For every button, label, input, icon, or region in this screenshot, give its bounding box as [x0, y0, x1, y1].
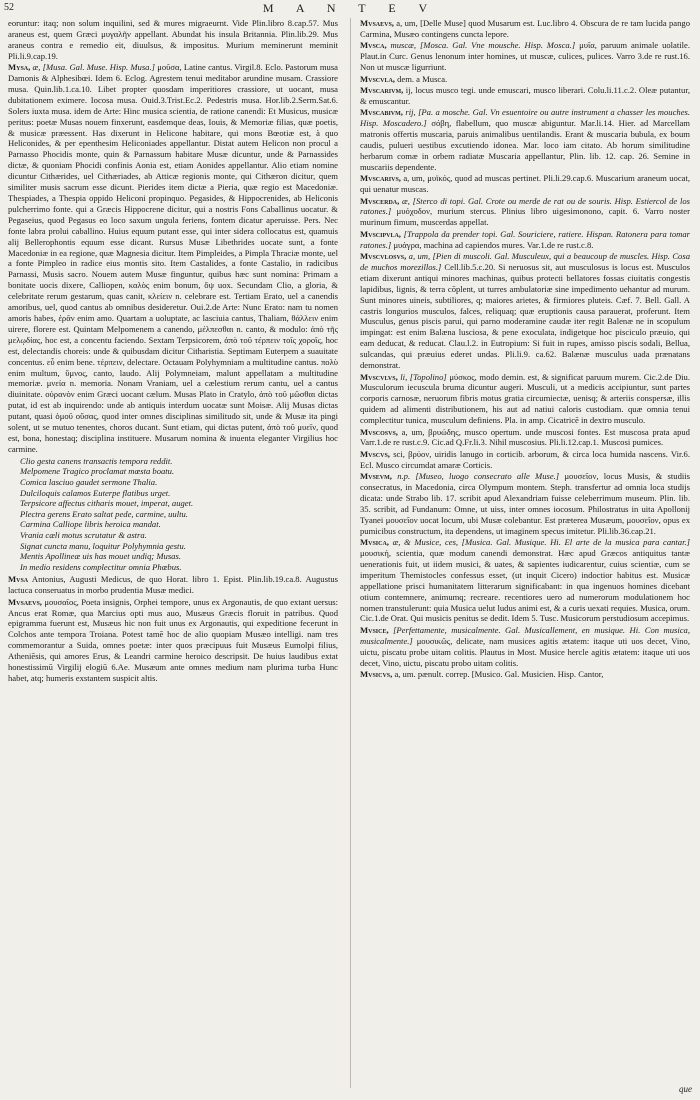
dictionary-entry — [8, 18, 338, 62]
entry-headword: Mvscvlosvs, — [360, 251, 407, 262]
poem-line: Carmina Calliope libris heroica mandat. — [20, 519, 161, 530]
entry-headword: Mvscarivm, — [360, 84, 404, 95]
entry-body: a, um, μυϊκός, quod ad muscas pertinet. Pli.li.29.cap.6. Muscarium araneum uocat, qui uenatur muscas. — [360, 173, 690, 195]
running-head: M A N T E V — [262, 1, 438, 15]
poem-line: Dulciloquis calamos Euterpe flatibus urget. — [20, 487, 171, 498]
entry-body: μουσική, scientia, quæ modum canendi demonstrat. Hæc apud Græcos antiquitus tantæ uenerationis fuit, ut iidem musici, & uates, & sapientes iudicarentur, cuius scientiæ, cum se imperitum Themistocles confessus esset, (ut inquit Cicero) indoctior habitus est. Musicæ appellatione prisci humanitatem litterarum significabant: in qua ingenuos homines dicebant otium contemnere, animumq; recreare. recentiores uero ad numerorum modulationem hoc nomen transtulerunt: quia Musica uelut ludus animi est, & a curis uexati requies. Musica, orum. Cic.1.de Orat. Qui musicis penitus se dedit. Idem 5. Tusc. Musicorum perstudiosum accepimus. — [360, 548, 690, 624]
dictionary-entry — [360, 18, 690, 40]
poem-line: Mentis Apollineæ uis has mouet undiq; Musas. — [20, 551, 181, 562]
entry-headword: Mvsca, — [360, 40, 387, 51]
entry-headword: Mvsice, — [360, 624, 389, 635]
entry-headword: Mvscvlvs, — [360, 371, 398, 382]
entry-headword: Mvscipvla, — [360, 228, 401, 239]
entry-headword: Mvscerda, — [360, 195, 400, 206]
poem-line: Clio gesta canens transactis tempora reddit. — [20, 455, 173, 466]
column-divider — [350, 18, 351, 1088]
left-entries-continued — [8, 574, 338, 684]
entry-headword: Mvsica, — [360, 537, 389, 548]
entry-body: σόβη, flabellum, quo muscæ abiguntur. Mar.li.14. Hier. ad Marcellam matronis offertis muscaria, paruis animalibus uentilandis. Erant & muscaria bubula, ex boum caudis, pulueri uestibus excutiendo idonea. Mar. loco iam citato. Ab horum similitudine herbarum comæ in orbem radiatæ Muscaria appellantur, Plin. lib. 12. cap. 26. Semine in muscariis dependente. — [360, 118, 690, 172]
entry-headword: Mvsaevs, — [8, 596, 42, 607]
entry-body: eoruntur: itaq; non solum inquilini, sed & mures migraeurnt. Vide Plin.libro 8.cap.57. Mus araneus est, quem Græci μυγαλῆν appellant. Abundat his insula Britannia. Plin.lib.29. Mus araneus contra e remedio eit, diuulsus, & impositus. Murium meminerunt meminit Pli.li.9.cap.19. — [8, 18, 338, 61]
dictionary-entry — [360, 251, 690, 371]
dictionary-entry — [360, 196, 690, 229]
entry-headword: Mvscvla, — [360, 73, 395, 84]
entry-etymology: [Trappola da prender topi. Gal. Souriciere, ratiere. Hispan. Ratonera para tomar ratones.] — [360, 228, 690, 250]
left-column — [8, 18, 338, 1093]
entry-etymology: æ, & Musice, ces, [Musica. Gal. Musique. Hi. El arte de la musica para cantar.] — [392, 537, 690, 548]
entry-body: μοῦσα, Latine cantus. Virgil.8. Eclo. Pastorum musa Damonis & Alphesibœi. Idem 6. Eclog. Agrestem tenui meditabor arundine musam. Crassiore musa. Quin.lib.1.ca.10. Libet propter quosdam imperitiores crassiore, ut uocant, musa dubitationem eximere. Iocosa musa. Ouid.3.Trist.Ec.2. Pedestris musa. Hor.lib.2.Serm.Sat.6. Solers iuxta musa. idem de Arte: Hinc musica scientia, de ratione canendi: Et Musicus, musicæ peritus: poetæ Musas nouem finxerunt, easdemque deas, Iouis, & Memoriæ filias, quæ poetis, & musicæ præessent. Has dixerunt in Helicone habitare, qui mons Bœotiæ est, à quo Heliconides, & per epenthesim Heliconiades appellantur. Distat autem Helicon non procul a Parnasso Phocidis monte, quin & Parnassum habitare Musæ dicuntur, unde & Parnassides dictæ, & quoniam Phocidi confinis Aonia est, etiam Aonides appellantur. Alio etiam nomine dicuntur Cithærides, uel Cithæriades, ab Atticæ regionis monte, qui Cithæron dicitur, quem similiter musis sacrum esse dicunt. Pierides item dictæ a Pieria, quæ regio est Macedoniæ. Thespiades, a Thespia oppido Heliconi propinquo. Pegasides, & Hippocrenides, ab Heliconis pulcherrimo fonte. qui a Græcis Hippocrene dicitur, qui a nostris Fons Caballinus uocatur. & Pegaseius, quod Pegasus eo loco saxum ungula feriens, fontem dicatur aperuisse. Pers. Nec fonte labra prolui caballino. Huius equum putant esse, qui inter sidera collocatus est, quamuis alij Bellerophontis equum esse dicant. Rursus Musæ Libethrides uocate sunt, a fonte Macedoniæ in ea regione, quæ Magnesia dicitur. Item Pimpleides, a Pimpla Thraciæ monte, uel a fonte Pimpleo in radice eius montis sito. Item Castalides, a fonte Castalio, in radicibus Parnassi, Musis sacro. Nouem autem Musæ finguntur, quibus hæc sunt nomina: Primam a bonitate uocis dixere, Calliopen, καλὸς enim bonum, ὄψ uox. Secundam Clio, a gloria, & celebritate rerum gestarum, quas canit, κλείειν n. celebrare est. Tertiam Erato, uel a canendis amoribus, uel, quod cantus ab omnibus desideretur. Oui.2.de Arte: Nunc Erato: nam tu nomen amoris habes, ἐρᾶν enim amo. Quartam a uoluptate, ac lasciuia cantus, Thaliam, θάλλειν enim uirere, florere est. Quintam Melpomenem a canendo, μέλπεσθαι n. canto, & modulo: ἀπὸ τῆς μελῳδίας, hoc est, a concentu faciendo. Sextam Terpsicorem, ἀπὸ τοῦ τέρπειν τοῖς χοροῖς, hoc est, delectandis choreis: unde & quibusdam dicitur Citharistia. Septimam Euterpem a suauitate concentus. εὖ enim bene. τέρπειν, delectare. Octauam Polyhymniam a multitudine cantus. πολὺ enim multum, ὕμνος, canto, laudo. Alij Polymneiam, malunt appellatam a multitudine memoriæ. μνεία n. memoria. Nonam Vraniam, uel a cælestium rerum cantu, uel a cantus diuinitate. οὐρανὸν enim Græci uocant cælum. Musas Plato in Cratylo, ἀπὸ τοῦ μῶσθαι dictas putat, id est ab inquirendo: unde ab antiquis interdum uocatæ sunt Moisæ. Alij Musas dictas putant, quasi ὁμοῦ οὔσας, quod inter omnes disciplinas similitudo sit, unde & Musæ ita pingi solent, ut se mutuo tenentes, choros ducant. Sunt etiam, qui dictas putent, ἀπὸ τοῦ μυεῖν, quod est, bona, honestaq; disciplina instituere. Musarum nomina & inuenta eleganter Virgilius hoc carmine. — [8, 62, 338, 454]
page-number: 52 — [4, 2, 14, 13]
entry-body: a, um. pænult. correp. [Musico. Gal. Musicien. Hisp. Cantor, — [394, 668, 604, 679]
entry-etymology: muscæ, [Mosca. Gal. Vne mousche. Hisp. Mosca.] — [390, 40, 576, 51]
dictionary-entry — [360, 173, 690, 195]
entry-body: μυόχοδον, murium stercus. Plinius libro uigesimonono, capit. 6. Varro noster murinum fimum, muscerdas appellat. — [360, 206, 690, 228]
poem-line: In medio residens complectitur omnia Phœbus. — [20, 561, 182, 572]
dictionary-entry — [360, 449, 690, 471]
right-column — [360, 18, 690, 1093]
entry-body: ij, locus musco tegi. unde emuscari, musco liberari. Colu.li.11.c.2. Oleæ putantur, & emuscantur. — [360, 84, 690, 106]
right-entries — [360, 18, 690, 680]
entry-etymology: rij, [Pa. a mosche. Gal. Vn esuentoire ou autre instrument a chasser les mouches. Hisp. Moscadero.] — [360, 107, 690, 129]
entry-headword: Mvscosvs, — [360, 426, 398, 437]
entry-headword: Mysa, — [8, 62, 31, 73]
dictionary-entry — [360, 669, 690, 680]
poem-line: Melpomene Tragico proclamat mœsta boatu. — [20, 466, 175, 477]
entry-headword: Mvsevm, — [360, 471, 392, 482]
dictionary-entry — [360, 74, 690, 85]
dictionary-entry — [360, 229, 690, 251]
entry-etymology: n.p. [Museo, luogo consecrato alle Muse.] — [397, 471, 560, 482]
dictionary-entry — [8, 597, 338, 684]
entry-headword: Mvsicvs, — [360, 668, 393, 679]
dictionary-entry — [360, 40, 690, 73]
dictionary-entry — [360, 372, 690, 427]
entry-etymology: li, [Topolino] — [400, 371, 447, 382]
entry-body: Antonius, Augusti Medicus, de quo Horat. libro 1. Epist. Plin.lib.19.ca.8. Augustus lactuca conseruatus in morbo prudentia Musæ medici. — [8, 574, 338, 596]
dictionary-entry — [360, 85, 690, 107]
muses-poem — [20, 456, 338, 573]
left-entries — [8, 18, 338, 455]
dictionary-entry — [360, 471, 690, 536]
entry-body: μύσκος, modo demin. est, & significat paruum murem. Cic.2.de Diu. Musculorum iecuscula bruma dicuntur augeri. Musculi, ut a medicis accipiuntur, sunt partes corporis carnosæ, neruorum fibris motus gratia circumiectæ, uenisq; & arteriis conspersæ, illis quidem ad alimenti distributionem, his aut ad natiui caloris custodiam. quæ omnia tenui complectitur tunica, musculum definiens. Pla. in amp. Cicatricē in dextro musculo. — [360, 371, 690, 426]
entry-body: a, um, [Delle Muse] quod Musarum est. Luc.libro 4. Obscura de re tam lucida pango Carmina, Musæo contingens cuncta lepore. — [360, 18, 690, 39]
entry-headword: Mvscarivs, — [360, 173, 401, 184]
entry-body: μυάγρα, machina ad capiendos mures. Var.1.de re rust.c.8. — [393, 239, 594, 250]
entry-etymology: æ, [Sterco di topi. Gal. Crote ou merde de rat ou de souris. Hisp. Estiercol de los ratones.] — [360, 195, 690, 217]
dictionary-entry — [360, 537, 690, 624]
page-header — [0, 2, 700, 16]
entry-headword: Mvscvs, — [360, 448, 390, 459]
entry-etymology: æ, [Musa. Gal. Muse. Hisp. Musa.] — [32, 62, 155, 73]
entry-body: μουσεῖον, locus Musis, & studiis consecratus, in Macedonia, circa Olympum montem. Steph. transfertur ad omnia loca studijs dicata: unde Strabo lib. 17. scribit apud Alexandriam fuisse celeberrimum museum. Plin. lib. 35. scribit, ad Fundanum: Omne, ut uiss, inter omnes iocosum. Philostratus in uita Apollonij Tyanei μουσεῖον uocat locum, ubi Musæ colebantur. Est præterea Musæum, μουσεῖον, opus ex pumicibus constructum, ita dependens, ut imaginem specus imitetur. Pli.lib.36.cap.21. — [360, 471, 690, 536]
entry-headword: Mvsa — [8, 574, 29, 585]
catchword: que — [679, 1084, 692, 1094]
entry-etymology: a, um, [Pien di muscoli. Gal. Musculeux, qui a beaucoup de muscles. Hisp. Cosa de muchos morezillos.] — [360, 251, 690, 272]
entry-headword: Mvsaevs, — [360, 18, 394, 28]
poem-line: Signat cuncta manu, loquitur Polyhymnia gestu. — [20, 540, 186, 551]
poem-line: Terpsicore affectus citharis mouet, imperat, auget. — [20, 498, 194, 509]
poem-line: Plectra gerens Erato saltat pede, carmine, uultu. — [20, 508, 188, 519]
entry-etymology: [Perfettamente, musicalmente. Gal. Musicallement, en musique. Hi. Con musica, musicalmente.] — [360, 624, 690, 646]
dictionary-entry — [360, 625, 690, 669]
entry-body: μουσικῶς, delicate, nam musices agitis ætatem: itaque uti uos decet, Vino, uictu, piscatu probe uitam colitis. Plautus in Most. Musice hercle agitis ætatem: itaque uti uos decet, Vino, uictu, piscatu probo uitam colitis. — [360, 635, 690, 668]
dictionary-entry — [8, 62, 338, 455]
poem-line: Comica lasciuo gaudet sermone Thalia. — [20, 476, 158, 487]
entry-body: dem. a Musca. — [397, 73, 448, 84]
dictionary-entry — [360, 107, 690, 172]
entry-body: sci, βρύον, uiridis lanugo in corticib. arborum, & circa loca humida nascens. Vir.6. Ecl. Musco circumdat amaræ Corticis. — [360, 448, 690, 470]
poem-line: Vrania cæli motus scrutatur & astra. — [20, 529, 147, 540]
entry-body: a, um, βρυώδης, musco opertum. unde muscosi fontes. Est muscosa prata apud Varr.1.de re rust.c.9. Cic.ad Q.Fr.li.3. Nihil muscosius. Pli.li.12.cap.1. Muscosi pumices. — [360, 426, 690, 448]
dictionary-entry — [8, 574, 338, 596]
entry-headword: Mvscabivm, — [360, 107, 403, 118]
entry-body: μυῖα, paruum animale uolatile. Plaut.in Curc. Genus lenonum inter homines, ut muscæ, culices, pulices. Varro 3.de re rust.16. Non ut muscæ ligurriunt. — [360, 40, 690, 73]
entry-body: Cell.lib.5.c.20. Si neruosus sit, aut musculosus is locus est. Musculos etiam dixerunt antiqui minores machinas, quibus protecti bellatores fossas ciuitatis congestis lapidibus, lignis, & terra cōplent, ut turres ambulatoriæ sine impedimento uehantur ad murum. Sunt minores uineis, subtiliores, q; maiores arietes, & firmiores pluteis. Cæf. 7. Bell. Gall. A castris longurios musculos, falces, reliquaq; quæ eruptionis causa parauerat, proferunt. Item Musculus, genus piscis parui, qui parno moderamine caudæ iter regit Balenæ ne in scopulum impingat: est enim Balæna lusciosa, & pene exoculata, indigetque hoc pisciculo præuio, qui eam deducat, & reducat. Clau.l.2. in Eutropium: Si fuit in rupes, amisso piscis sodali, Bellua, sulcandas, qui præuius ederet undas. Pli.li.9. ca.62. Balænæ musculus uada prænatans demonstrat. — [360, 261, 690, 371]
entry-body: μουσαῖος, Poeta insignis, Orphei tempore, unus ex Argonautis, de quo extant uersus: Ancus erat Romæ, qua Marcius opti mus auo, Musæus Græcis floruit in patribus. Quod epigramma fuerunt est, Musæus hic non fuit unus ex Argonautis, qui expeditione fecerunt in Colchos ante tempora Troiana. Potest tamē hoc de alio quopiam Musæo intelligi. nam tres commemorantur a Suida, omnes poetæ: inter quos præcipuus fuit Musæus Eumolpi filius, Atheniēsis, qui amores Erus, & Leandri carmine heroico descripsit. De huius laudibus extat honestissimū Virgilij elogiū 6.Ae. Musæum ante omnes medium nam plurima turba Hunc habet, atq; humeris exstantem suspicit altis. — [8, 596, 338, 683]
dictionary-entry — [360, 427, 690, 449]
